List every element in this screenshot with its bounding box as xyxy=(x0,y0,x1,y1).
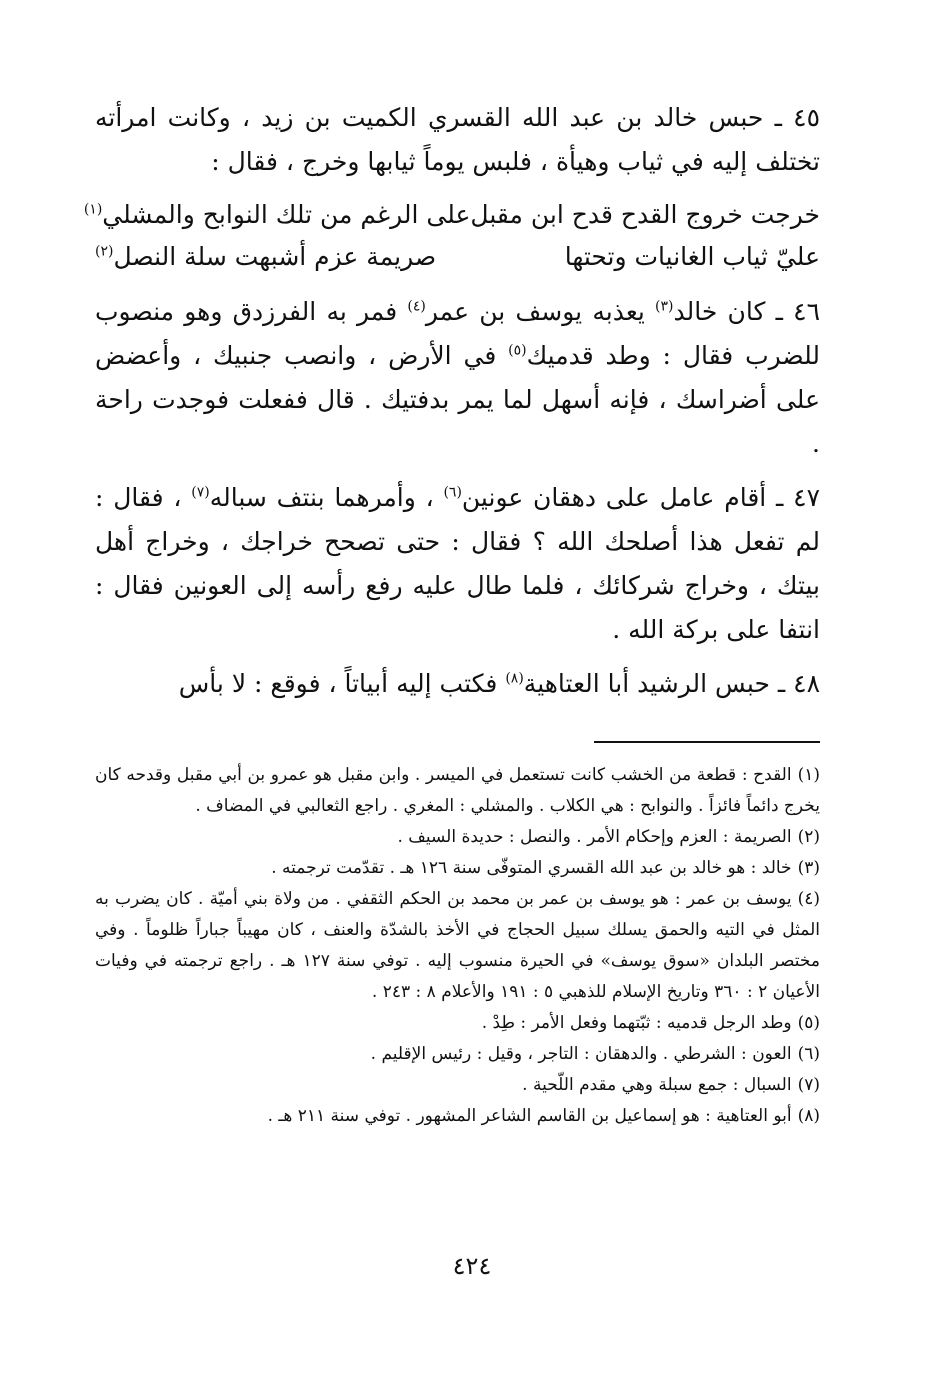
hemistich-text: صريمة عزم أشبهت سلة النصل xyxy=(113,242,437,271)
paragraph-text: في الأرض ، وانصب جنبيك ، وأعضض على أضراسك ، فإنه أسهل لما يمر بدفتيك . قال ففعلت فوجدت راحة . xyxy=(95,341,820,458)
paragraph-text: ٤٧ ـ أقام عامل على دهقان عونين xyxy=(461,483,820,512)
footnote-1 xyxy=(95,760,820,822)
paragraph-text: ٤٨ ـ حبس الرشيد أبا العتاهية xyxy=(523,669,820,698)
page-number: ٤٢٤ xyxy=(452,1252,492,1280)
footnotes xyxy=(95,760,820,1132)
footnote-marker: (٢) xyxy=(95,243,114,260)
paragraph-text: فكتب إليه أبياتاً ، فوقع : لا بأس xyxy=(178,669,506,698)
footnote-4 xyxy=(95,884,820,1008)
paragraph-48 xyxy=(95,662,820,706)
footnote-text: القدح : قطعة من الخشب كانت تستعمل في الميسر . وابن مقبل هو عمرو بن أبي مقبل وقدحه كان يخرج دائماً فائزاً . والنوابح : هي الكلاب . والمشلي : المغري . راجع الثعالبي في المضاف . xyxy=(95,765,820,816)
hemistich-text: على الرغم من تلك النوابح والمشلي xyxy=(102,200,471,229)
verse-left-hemistich xyxy=(95,236,436,278)
paragraph-text: ، فقال : لم تفعل هذا أصلحك الله ؟ فقال : حتى تصحح خراجك ، وخراج أهل بيتك ، وخراج شركائك ، فلما طال عليه رفع رأسه إلى العونين فقال : انتفا على بركة الله . xyxy=(95,483,820,644)
footnote-text: العون : الشرطي . والدهقان : التاجر ، وقيل : رئيس الإقليم . xyxy=(370,1044,792,1064)
footnote-marker: (٤) xyxy=(407,298,426,315)
footnote-number: (٣) xyxy=(797,858,820,878)
paragraph-47 xyxy=(95,476,820,652)
footnote-text: الصريمة : العزم وإحكام الأمر . والنصل : حديدة السيف . xyxy=(397,827,792,847)
footnote-marker: (٦) xyxy=(443,484,462,501)
footnote-number: (٧) xyxy=(797,1075,820,1095)
paragraph-45 xyxy=(95,96,820,184)
footnote-marker: (٧) xyxy=(191,484,210,501)
verse-left-hemistich xyxy=(84,194,471,236)
footnote-2 xyxy=(95,822,820,853)
footnote-text: وطد الرجل قدميه : ثبّتهما وفعل الأمر : طِدْ . xyxy=(481,1013,792,1033)
footnote-8 xyxy=(95,1101,820,1132)
poem-verse-1 xyxy=(83,194,820,236)
footnote-3 xyxy=(95,853,820,884)
footnote-number: (٤) xyxy=(797,889,820,909)
footnote-marker: (٥) xyxy=(508,342,527,359)
footnote-marker: (١) xyxy=(83,201,103,218)
paragraph-text: ٤٦ ـ كان خالد xyxy=(673,297,820,326)
footnote-number: (٨) xyxy=(797,1106,820,1126)
footnote-5 xyxy=(95,1008,820,1039)
footnote-number: (٦) xyxy=(797,1044,820,1064)
paragraph-46 xyxy=(95,290,820,466)
main-text xyxy=(83,96,820,706)
footnote-text: يوسف بن عمر : هو يوسف بن عمر بن محمد بن الحكم الثقفي . من ولاة بني أميّة . كان يضرب به المثل في التيه والحمق يسلك سبيل الحجاج في الأخذ بالشدّة والعنف ، كان مهيباً جباراً ظلوماً . وفي مختصر البلدان «سوق يوسف» في الحيرة منسوب إليه . توفي سنة ١٢٧ هـ . راجع ترجمته في وفيات الأعيان ٢ : ٣٦٠ وتاريخ الإسلام للذهبي ٥ : ١٩١ والأعلام ٨ : ٢٤٣ . xyxy=(95,889,820,1002)
paragraph-text: ، وأمرهما بنتف سباله xyxy=(209,483,444,512)
footnote-marker: (٨) xyxy=(505,670,524,687)
footnote-text: السبال : جمع سبلة وهي مقدم اللّحية . xyxy=(522,1075,792,1095)
verse-right-hemistich: عليّ ثياب الغانيات وتحتها xyxy=(564,242,820,271)
footnote-number: (٢) xyxy=(797,827,820,847)
poem xyxy=(83,194,820,278)
footnote-number: (١) xyxy=(797,765,820,785)
verse-right-hemistich: خرجت خروج القدح قدح ابن مقبل xyxy=(470,200,820,229)
footnote-text: أبو العتاهية : هو إسماعيل بن القاسم الشاعر المشهور . توفي سنة ٢١١ هـ . xyxy=(267,1106,792,1126)
footnote-6 xyxy=(95,1039,820,1070)
paragraph-text: يعذبه يوسف بن عمر xyxy=(425,297,656,326)
paragraph-text: ٤٥ ـ حبس خالد بن عبد الله القسري الكميت بن زيد ، وكانت امرأته تختلف إليه في ثياب وهيأة ، فلبس يوماً ثيابها وخرج ، فقال : xyxy=(95,103,820,176)
poem-verse-2 xyxy=(95,236,820,278)
footnote-text: خالد : هو خالد بن عبد الله القسري المتوفّى سنة ١٢٦ هـ . تقدّمت ترجمته . xyxy=(271,858,792,878)
footnote-marker: (٣) xyxy=(655,298,674,315)
paragraph-text: فمر به الفرزدق وهو منصوب للضرب فقال : وطد قدميك xyxy=(95,297,820,370)
footnote-7 xyxy=(95,1070,820,1101)
footnote-number: (٥) xyxy=(797,1013,820,1033)
footnote-separator xyxy=(594,741,820,743)
